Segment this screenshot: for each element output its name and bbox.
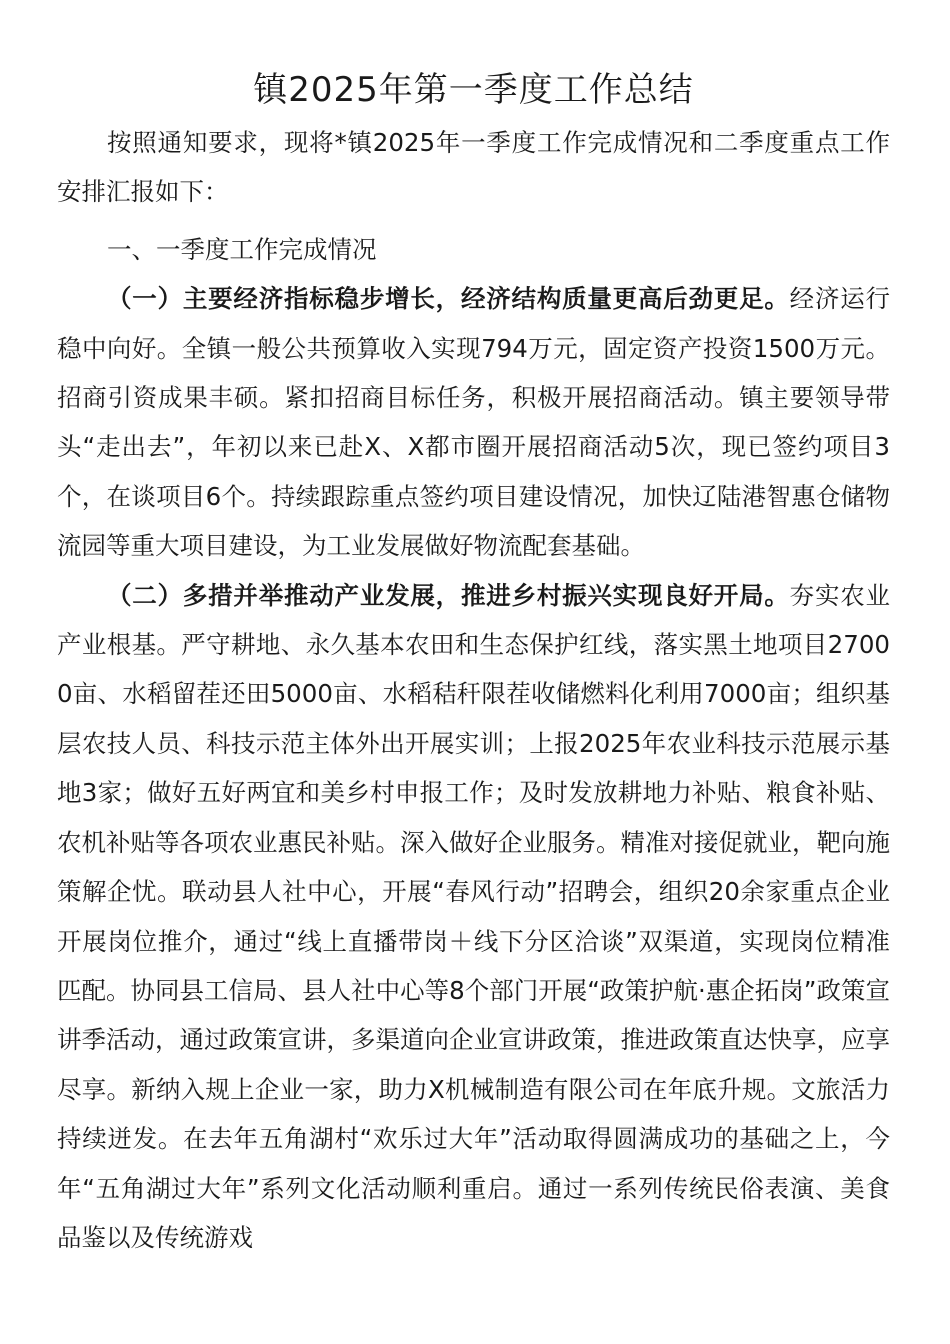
- section-heading: 一、一季度工作完成情况: [107, 234, 377, 264]
- intro-paragraph: 按照通知要求，现将*镇2025年一季度工作完成情况和二季度重点工作安排汇报如下：: [57, 128, 890, 207]
- paragraph-item-1: [57, 274, 890, 570]
- paragraph-item-1-lead: （一）主要经济指标稳步增长，经济结构质量更高后劲更足。: [107, 284, 790, 314]
- document-title: 镇2025年第一季度工作总结: [253, 70, 694, 110]
- paragraph-item-2-lead: （二）多措并举推动产业发展，推进乡村振兴实现良好开局。: [107, 580, 790, 610]
- paragraph-item-2-body: 夯实农业产业根基。严守耕地、永久基本农田和生态保护红线，落实黑土地项目27000亩、水稻留茬还田5000亩、水稻秸秆限茬收储燃料化利用7000亩；组织基层农技人员、科技示范主体外出开展实训；上报2025年农业科技示范展示基地3家；做好五好两宜和美乡村申报工作；及时发放耕地力补贴、粮食补贴、农机补贴等各项农业惠民补贴。深入做好企业服务。精准对接促就业，靶向施策解企忧。联动县人社中心，开展“春风行动”招聘会，组织20余家重点企业开展岗位推介，通过“线上直播带岗＋线下分区洽谈”双渠道，实现岗位精准匹配。协同县工信局、县人社中心等8个部门开展“政策护航·惠企拓岗”政策宣讲季活动，通过政策宣讲，多渠道向企业宣讲政策，推进政策直达快享，应享尽享。新纳入规上企业一家，助力X机械制造有限公司在年底升规。文旅活力持续迸发。在去年五角湖村“欢乐过大年”活动取得圆满成功的基础之上，今年“五角湖过大年”系列文化活动顺利重启。通过一系列传统民俗表演、美食品鉴以及传统游戏: [57, 580, 891, 1252]
- paragraph-item-1-body: 经济运行稳中向好。全镇一般公共预算收入实现794万元，固定资产投资1500万元。招商引资成果丰硕。紧扣招商目标任务，积极开展招商活动。镇主要领导带头“走出去”，年初以来已赴X、X都市圈开展招商活动5次，现已签约项目3个，在谈项目6个。持续跟踪重点签约项目建设情况，加快辽陆港智惠仓储物流园等重大项目建设，为工业发展做好物流配套基础。: [57, 284, 891, 561]
- paragraph-item-2: [57, 571, 890, 1263]
- document-page: [57, 62, 890, 1262]
